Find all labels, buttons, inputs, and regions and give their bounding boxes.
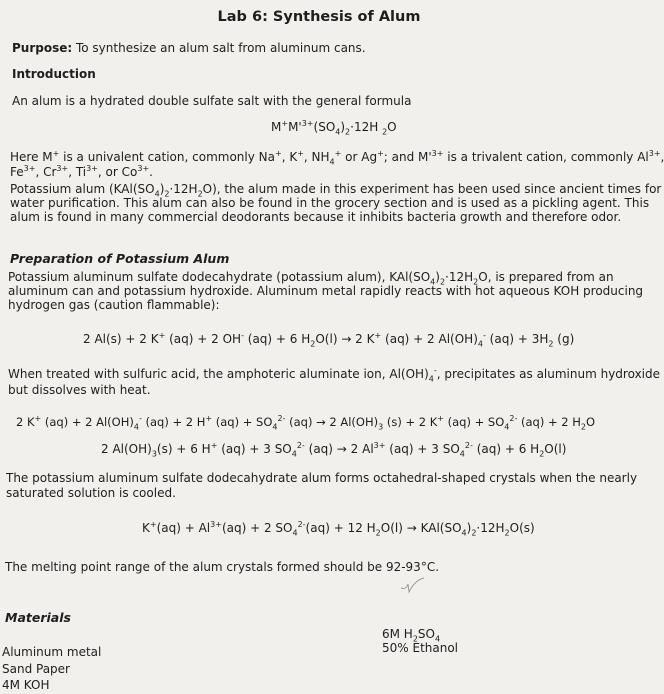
intro-paragraph-3-line-1: Potassium alum $(KAl(SO_4)_2\cdot 12H_2O)$, the alum made in this experiment has been used since ancient times for — [10, 182, 662, 199]
purpose-line — [12, 41, 366, 55]
equation-crystallization: $K^+(aq) + Al^{3+}(aq) + 2$ $SO_4^{2-}(aq) + 12$ $H_2O(l) \to KAl(SO_4)_2\cdot 12H_2O(s)$ — [142, 520, 535, 538]
melting-point-text: The melting point range of the alum crystals formed should be 92-93°C. — [5, 560, 440, 574]
materials-heading: Materials — [5, 610, 71, 625]
prep-paragraph-2-line-1: When treated with sulfuric acid, the amphoteric aluminate ion, $Al(OH)_4^-$, precipitates as aluminum hydroxide — [8, 366, 660, 384]
material-item: Sand Paper — [2, 662, 70, 676]
purpose-label: Purpose: — [12, 41, 73, 55]
purpose-text: To synthesize an alum salt from aluminum cans. — [72, 41, 366, 55]
material-item: 6M $H_2SO_4$ — [382, 627, 441, 644]
material-item: Aluminum metal — [2, 645, 102, 659]
prep-paragraph-2-line-2: but dissolves with heat. — [8, 383, 151, 397]
equation-hydroxide-dissolves: 2 $Al(OH)_3(s) + 6$ H+ (aq) + 3 $SO_4^{2-}$ (aq) → 2 $Al^{3+}$ (aq) + 3 $SO_4^{2-}$ (aq) + 6 $H_2O(l)$ — [101, 441, 567, 459]
material-item: 50% Ethanol — [382, 641, 459, 655]
material-item: 4M KOH — [2, 678, 50, 692]
intro-paragraph-2-line-1: Here M+ is a univalent cation, commonly Na+, K+, $NH_4^+$ or Ag+; and $M'^{3+}$ is a trivalent cation, commonly $Al^{3+}$, — [10, 149, 664, 167]
intro-paragraph-2-line-2: $Fe^{3+}$, $Cr^{3+}$, $Ti^{3+}$, or $Co^{3+}$. — [10, 164, 153, 179]
intro-paragraph-1: An alum is a hydrated double sulfate salt with the general formula — [12, 94, 412, 108]
equation-sulfuric-acid: 2 K+ (aq) + 2 $Al(OH)_4^-$ (aq) + 2 H+ $(aq) + SO_4^{2-}$ (aq) → 2 $Al(OH)_3$ (s) + 2 K+ $(aq) + SO_4^{2-}$ (aq) + 2 $H_2O$ — [16, 414, 596, 432]
prep-paragraph-1-line-1: Potassium aluminum sulfate dodecahydrate (potassium alum), $KAl(SO_4)_2\cdot 12H_2O$, is prepared from an — [8, 270, 614, 287]
preparation-heading: Preparation of Potassium Alum — [10, 251, 230, 266]
introduction-heading: Introduction — [12, 67, 96, 81]
page-title: Lab 6: Synthesis of Alum — [217, 9, 421, 25]
equation-aluminum-koh: 2 Al(s) + 2 K+ (aq) + 2 OH- (aq) + 6 $H_2O(l) \to 2$ K+ (aq) + 2 $Al(OH)_4^-$ $(aq) + 3H_2$ (g) — [83, 331, 575, 349]
prep-paragraph-1-line-2: aluminum can and potassium hydroxide. Aluminum metal rapidly reacts with hot aqueous KOH producing — [8, 284, 644, 298]
general-formula: $M^+M'^{3+}(SO_4)_2\cdot 12H$ $_2$O — [271, 119, 397, 137]
prep-paragraph-3-line-1: The potassium aluminum sulfate dodecahydrate alum forms octahedral-shaped crystals when the nearly — [6, 471, 638, 485]
intro-paragraph-3-line-2: water purification. This alum can also be found in the grocery section and is used as a pickling agent. This — [10, 196, 650, 210]
prep-paragraph-3-line-2: saturated solution is cooled. — [6, 486, 176, 500]
prep-paragraph-1-line-3: hydrogen gas (caution flammable): — [8, 298, 220, 312]
handwritten-pencil-mark — [398, 574, 428, 594]
intro-paragraph-3-line-3: alum is found in many commercial deodorants because it inhibits bacteria growth and therefore odor. — [10, 210, 622, 224]
